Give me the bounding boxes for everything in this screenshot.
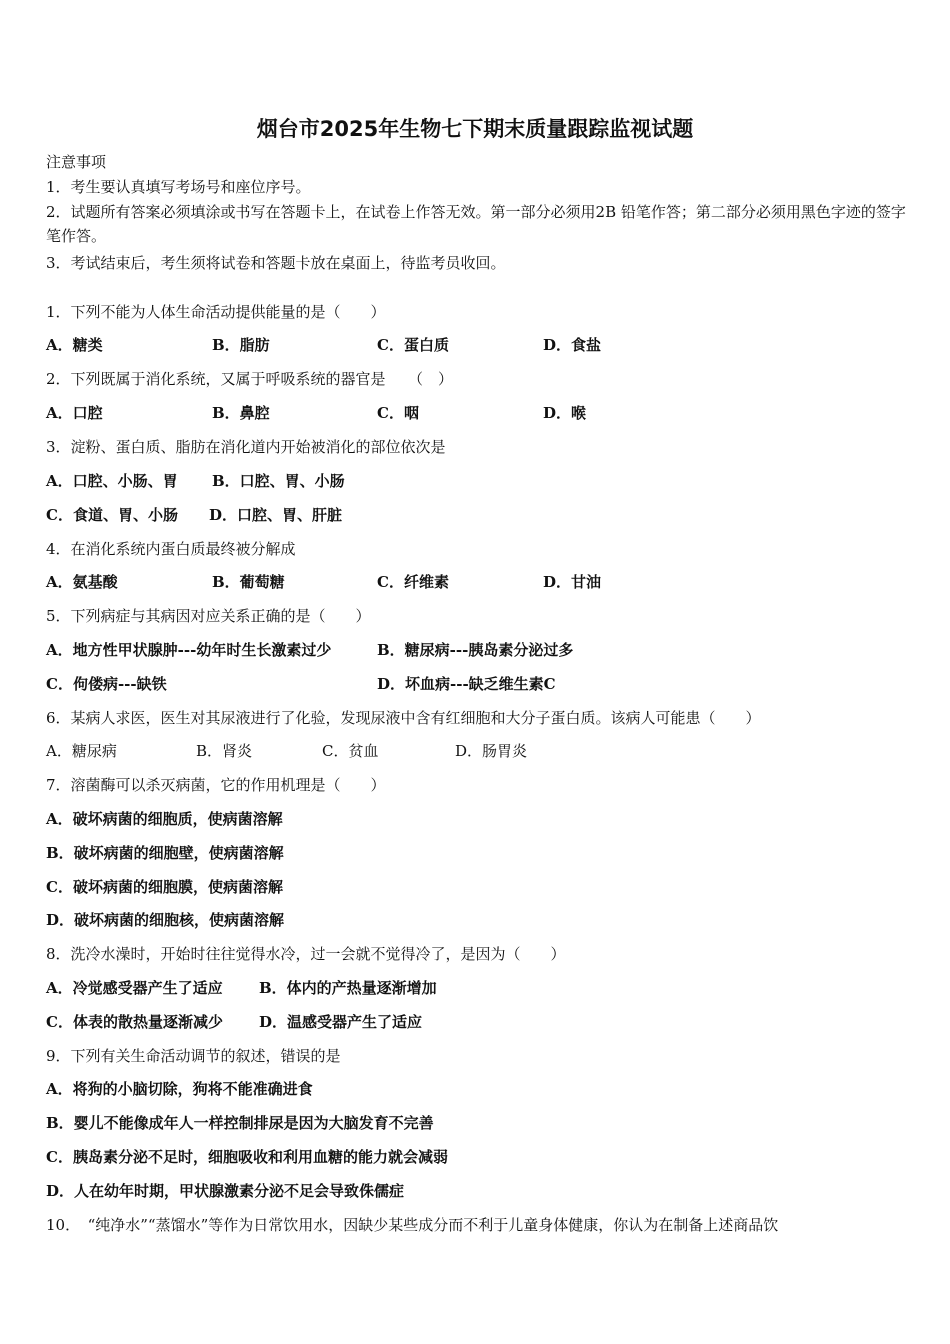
option-b: B．婴儿不能像成年人一样控制排尿是因为大脑发育不完善 (46, 1114, 434, 1132)
option-c: C．咽 (377, 404, 419, 422)
option-b: B．肾炎 (196, 742, 253, 760)
option-d: D．口腔、胃、肝脏 (209, 506, 343, 524)
option-d: D．甘油 (543, 573, 602, 591)
option-a: A．氨基酸 (46, 573, 118, 591)
option-c: C．胰岛素分泌不足时，细胞吸收和利用血糖的能力就会减弱 (46, 1148, 448, 1166)
option-d: D．肠胃炎 (455, 742, 528, 760)
option-a: A．糖类 (46, 336, 103, 354)
option-a: A．冷觉感受器产生了适应 (46, 979, 223, 997)
option-c: C．纤维素 (377, 573, 449, 591)
option-c: C．蛋白质 (377, 336, 449, 354)
option-d: D．喉 (543, 404, 587, 422)
option-a: A．破坏病菌的细胞质，使病菌溶解 (46, 810, 283, 828)
question-stem: 3．淀粉、蛋白质、脂肪在消化道内开始被消化的部位依次是 (46, 438, 446, 456)
option-b: B．口腔、胃、小肠 (212, 472, 345, 490)
option-a: A．口腔、小肠、胃 (46, 472, 178, 490)
question-stem: 4．在消化系统内蛋白质最终被分解成 (46, 540, 296, 558)
question-stem: 8．洗冷水澡时，开始时往往觉得水冷，过一会就不觉得冷了，是因为（ ） (46, 945, 566, 963)
option-c: C．食道、胃、小肠 (46, 506, 178, 524)
question-stem: 1．下列不能为人体生命活动提供能量的是（ ） (46, 303, 386, 321)
option-a: A．口腔 (46, 404, 103, 422)
option-c: C．破坏病菌的细胞膜，使病菌溶解 (46, 878, 283, 896)
question-stem: 5．下列病症与其病因对应关系正确的是（ ） (46, 607, 371, 625)
notice-item: 3．考试结束后，考生须将试卷和答题卡放在桌面上，待监考员收回。 (46, 254, 506, 272)
notice-item: 2．试题所有答案必须填涂或书写在答题卡上，在试卷上作答无效。第一部分必须用2B 铅笔作答；第二部分必须用黑色字迹的签字笔作答。 (46, 203, 906, 245)
option-d: D．坏血病---缺乏维生素C (377, 675, 556, 693)
option-b: B．脂肪 (212, 336, 270, 354)
option-b: B．葡萄糖 (212, 573, 285, 591)
option-c: C．体表的散热量逐渐减少 (46, 1013, 223, 1031)
option-a: A．地方性甲状腺肿---幼年时生长激素过少 (46, 641, 332, 659)
option-a: A．将狗的小脑切除，狗将不能准确进食 (46, 1080, 313, 1098)
option-b: B．体内的产热量逐渐增加 (259, 979, 437, 997)
question-stem: 7．溶菌酶可以杀灭病菌，它的作用机理是（ ） (46, 776, 386, 794)
page-title: 烟台市2025年生物七下期末质量跟踪监视试题 (256, 117, 694, 141)
option-d: D．人在幼年时期，甲状腺激素分泌不足会导致侏儒症 (46, 1182, 405, 1200)
option-b: B．破坏病菌的细胞壁，使病菌溶解 (46, 844, 284, 862)
notice-item: 1．考生要认真填写考场号和座位序号。 (46, 178, 311, 196)
question-stem: 2．下列既属于消化系统，又属于呼吸系统的器官是 （ ） (46, 370, 454, 388)
question-stem: 6．某病人求医，医生对其尿液进行了化验，发现尿液中含有红细胞和大分子蛋白质。该病人可能患（ ） (46, 709, 761, 727)
option-c: C．佝偻病---缺铁 (46, 675, 167, 693)
option-b: B．鼻腔 (212, 404, 270, 422)
option-d: D．破坏病菌的细胞核，使病菌溶解 (46, 911, 285, 929)
option-d: D．食盐 (543, 336, 602, 354)
question-stem: 10． “纯净水”“蒸馏水”等作为日常饮用水，因缺少某些成分而不利于儿童身体健康，你认为在制备上述商品饮 (46, 1216, 779, 1234)
option-c: C．贫血 (322, 742, 379, 760)
option-b: B．糖尿病---胰岛素分泌过多 (377, 641, 574, 659)
notice-heading: 注意事项 (46, 153, 107, 171)
question-stem: 9．下列有关生命活动调节的叙述，错误的是 (46, 1047, 341, 1065)
option-a: A．糖尿病 (46, 742, 117, 760)
option-d: D．温感受器产生了适应 (259, 1013, 423, 1031)
